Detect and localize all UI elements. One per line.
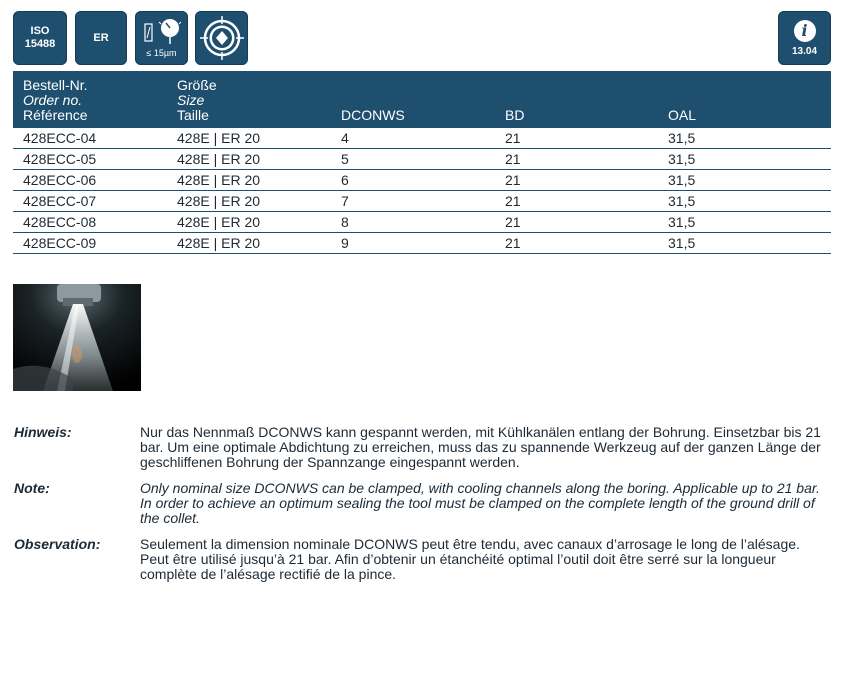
table-header-row (13, 71, 831, 128)
cell-oal: 31,5 (658, 233, 831, 254)
table-row (13, 128, 831, 149)
cell-size: 428E | ER 20 (167, 128, 331, 149)
cell-dconws: 8 (331, 212, 495, 233)
header-order-no (13, 71, 167, 128)
runout-badge (135, 11, 188, 65)
cell-size: 428E | ER 20 (167, 233, 331, 254)
cell-order: 428ECC-04 (13, 128, 167, 149)
er-label: ER (93, 32, 109, 44)
cell-order: 428ECC-05 (13, 149, 167, 170)
cell-order: 428ECC-09 (13, 233, 167, 254)
er-badge (75, 11, 127, 65)
header-size-fr: Taille (177, 107, 209, 123)
cell-dconws: 7 (331, 191, 495, 212)
table-row (13, 233, 831, 254)
cell-size: 428E | ER 20 (167, 212, 331, 233)
cell-order: 428ECC-07 (13, 191, 167, 212)
note-label-de: Hinweis: (14, 424, 72, 440)
cell-dconws: 6 (331, 170, 495, 191)
header-size-de: Größe (177, 77, 217, 93)
header-oal: OAL (658, 71, 831, 128)
cell-oal: 31,5 (658, 170, 831, 191)
header-dconws: DCONWS (331, 71, 495, 128)
cell-oal: 31,5 (658, 149, 831, 170)
header-order-en: Order no. (23, 92, 83, 108)
info-icon: i (794, 20, 816, 42)
cell-size: 428E | ER 20 (167, 149, 331, 170)
cell-order: 428ECC-08 (13, 212, 167, 233)
cell-oal: 31,5 (658, 191, 831, 212)
cell-dconws: 5 (331, 149, 495, 170)
coolant-spray-illustration (13, 284, 141, 391)
info-page-number: 13.04 (791, 45, 818, 57)
table-row (13, 212, 831, 233)
note-text-fr: Seulement la dimension nominale DCONWS peut être tendu, avec canaux d’arrosage le long de l’alésage. Peut être utilisé jusqu’à 21 bar. Afin d’obtenir un étanchéité optimal l’outil doit être serré sur la longueur complète de l’alésage rectifié de la pince. (140, 536, 800, 582)
note-french (14, 537, 829, 582)
table-row (13, 149, 831, 170)
cell-bd: 21 (495, 191, 658, 212)
notes-section (14, 425, 829, 593)
header-size (167, 71, 331, 128)
note-label-fr: Observation: (14, 536, 101, 552)
cell-size: 428E | ER 20 (167, 170, 331, 191)
iso-15488-badge (13, 11, 67, 65)
cell-size: 428E | ER 20 (167, 191, 331, 212)
note-text-de: Nur das Nennmaß DCONWS kann gespannt werden, mit Kühlkanälen entlang der Bohrung. Einsetzbar bis 21 bar. Um eine optimale Abdichtung zu erreichen, muss das zu spannende Werkzeug auf der ganzen Länge der geschliffenen Bohrung der Spannzange eingespannt werden. (140, 424, 821, 470)
header-size-en: Size (177, 92, 205, 108)
cell-bd: 21 (495, 128, 658, 149)
cell-dconws: 4 (331, 128, 495, 149)
note-english (14, 481, 829, 526)
cell-bd: 21 (495, 233, 658, 254)
table-row (13, 170, 831, 191)
table-row (13, 191, 831, 212)
cell-oal: 31,5 (658, 128, 831, 149)
info-badge[interactable] (778, 11, 831, 65)
iso-label: ISO (30, 25, 50, 37)
cell-order: 428ECC-06 (13, 170, 167, 191)
cell-bd: 21 (495, 170, 658, 191)
runout-label: ≤ 15µm (146, 48, 177, 58)
iso-number: 15488 (24, 38, 56, 50)
cell-bd: 21 (495, 212, 658, 233)
note-label-en: Note: (14, 480, 50, 496)
header-order-de: Bestell-Nr. (23, 77, 88, 93)
header-order-fr: Référence (23, 107, 88, 123)
dial-gauge-icon (139, 18, 185, 46)
note-german (14, 425, 829, 470)
coolant-channel-icon (200, 16, 244, 60)
cell-bd: 21 (495, 149, 658, 170)
spec-table (13, 71, 831, 254)
note-text-en: Only nominal size DCONWS can be clamped, with cooling channels along the boring. Applicable up to 21 bar. In order to achieve an optimum sealing the tool must be clamped on the complete length of the ground drill of the collet. (140, 480, 820, 526)
cell-dconws: 9 (331, 233, 495, 254)
cell-oal: 31,5 (658, 212, 831, 233)
header-bd: BD (495, 71, 658, 128)
coolant-badge (195, 11, 248, 65)
coolant-spray-photo (13, 284, 141, 391)
